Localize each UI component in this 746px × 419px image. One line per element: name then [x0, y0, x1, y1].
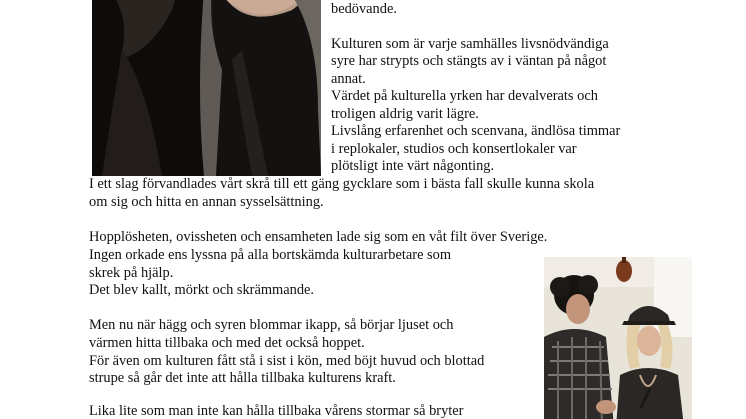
text-line: i replokaler, studios och konsertlokaler var: [331, 141, 577, 157]
photo-two-people-room: [544, 257, 692, 419]
text-line: Lika lite som man inte kan hålla tillbaka vårens stormar så bryter: [89, 403, 464, 419]
text-line: Värdet på kulturella yrken har devalverats och: [331, 88, 598, 104]
text-line: För även om kulturen fått stå i sist i kön, med böjt huvud och blottad: [89, 353, 485, 369]
text-line: Hopplösheten, ovissheten och ensamheten lade sig som en våt filt över Sverige.: [89, 229, 548, 245]
portrait-photo-icon: [92, 0, 321, 176]
text-line: Kulturen som är varje samhälles livsnödvändiga: [331, 36, 609, 52]
photo-two-people-dark: [92, 0, 321, 176]
text-line: syre har strypts och stängts av i väntan på något: [331, 53, 607, 69]
text-line: I ett slag förvandlades vårt skrå till ett gäng gycklare som i bästa fall skulle kunna skola: [89, 176, 595, 192]
text-line: plötsligt inte värt någonting.: [331, 158, 495, 174]
text-line: Ingen orkade ens lyssna på alla bortskämda kulturarbetare som: [89, 247, 452, 263]
text-line: skrek på hjälp.: [89, 265, 174, 281]
text-line: värmen hitta tillbaka och med det också hoppet.: [89, 335, 365, 351]
portrait-photo-icon: [544, 257, 692, 419]
text-line: om sig och hitta en annan sysselsättning.: [89, 194, 324, 210]
text-line: strupe så går det inte att hålla tillbaka kulturens kraft.: [89, 370, 396, 386]
text-line: bedövande.: [331, 1, 397, 17]
text-line: Det blev kallt, mörkt och skrämmande.: [89, 282, 314, 298]
text-line: Men nu när hägg och syren blommar ikapp, så börjar ljuset och: [89, 317, 454, 333]
text-line: Livslång erfarenhet och scenvana, ändlösa timmar: [331, 123, 621, 139]
text-line: annat.: [331, 71, 366, 87]
text-line: troligen aldrig varit lägre.: [331, 106, 479, 122]
